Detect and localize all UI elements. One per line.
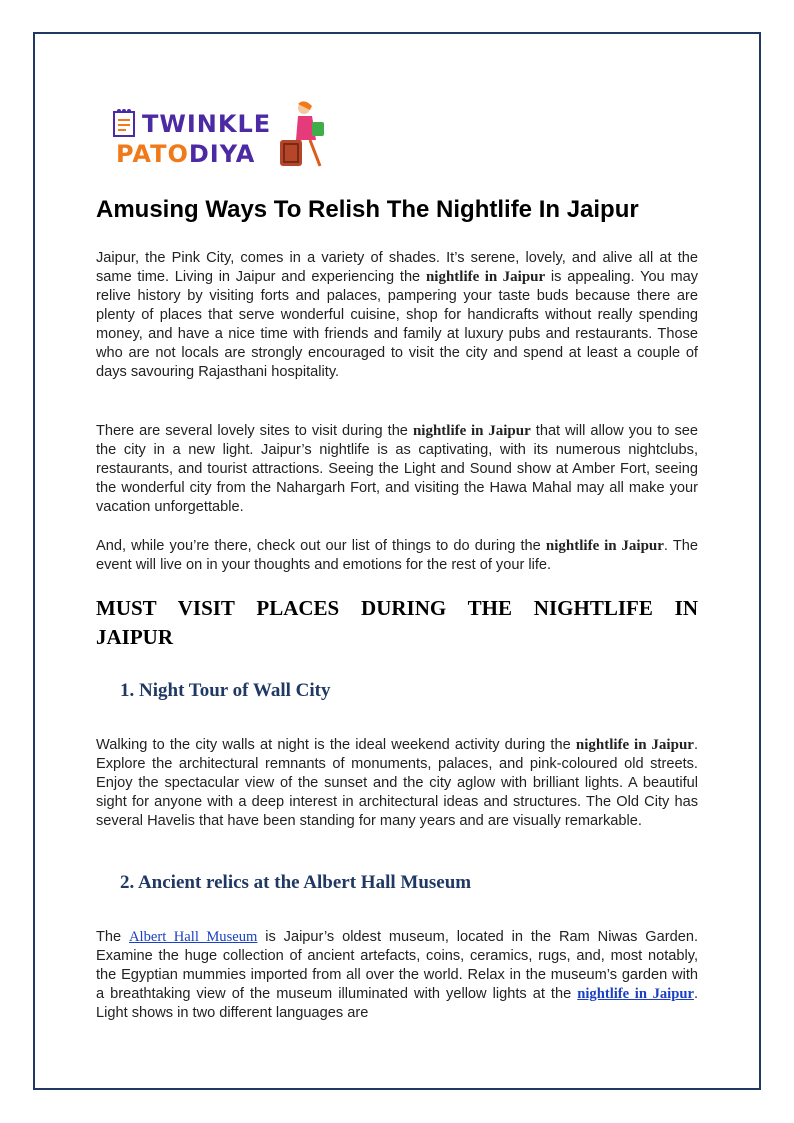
- logo-text-bottom-a: PATO: [116, 140, 189, 168]
- item2-text-c: . Light shows in two different languages are: [96, 986, 698, 1021]
- traveler-figure-icon: [276, 100, 332, 172]
- item2-text-a: The: [96, 929, 130, 945]
- intro-p2-text-a: There are several lovely sites to visit during the: [96, 423, 413, 439]
- intro-p1-text-a: Jaipur, the Pink City, comes in a variety of shades. It’s serene, lovely, and alive all at the same time. Living in Jaipur and experiencing the: [96, 250, 698, 285]
- intro-p3-text-a: And, while you’re there, check out our list of things to do during the: [96, 538, 546, 554]
- keyword-nightlife-in-jaipur: nightlife in Jaipur: [412, 423, 531, 439]
- intro-paragraph-2: [96, 422, 698, 517]
- nightlife-in-jaipur-link[interactable]: nightlife in Jaipur: [577, 986, 694, 1002]
- item2-text-b: is Jaipur’s oldest museum, located in the Ram Niwas Garden. Examine the huge collection of ancient artefacts, coins, ceramics, rugs, and, most notably, the Egyptian mummies imported from all over the world. Relax in the museum’s garden with a breathtaking view of the museum illuminated with yellow lights at the: [96, 929, 699, 1002]
- item-heading-night-tour: 1. Night Tour of Wall City: [120, 680, 331, 701]
- item-heading-albert-hall: 2. Ancient relics at the Albert Hall Museum: [120, 872, 472, 893]
- keyword-nightlife-in-jaipur: nightlife in Jaipur: [545, 538, 664, 554]
- keyword-nightlife-in-jaipur: nightlife in Jaipur: [425, 269, 546, 285]
- intro-paragraph-1: [96, 249, 698, 382]
- page-title: Amusing Ways To Relish The Nightlife In Jaipur: [96, 196, 639, 223]
- notepad-icon: [112, 108, 138, 138]
- item-paragraph-night-tour: [96, 736, 698, 831]
- item1-text-b: . Explore the architectural remnants of monuments, palaces, and pink-coloured old streets. Enjoy the spectacular view of the sunset and the city aglow with brilliant lights. A beautiful sight for anyone with a deep interest in architectural ideas and structures. The Old City has several Havelis that have been standing for many years and are visually remarkable.: [96, 737, 699, 829]
- logo-text-bottom: [116, 140, 255, 168]
- intro-paragraph-3: [96, 537, 698, 575]
- item1-text-a: Walking to the city walls at night is the ideal weekend activity during the: [96, 737, 576, 753]
- logo-text-top: TWINKLE: [142, 110, 272, 138]
- logo-text-bottom-b: DIYA: [188, 140, 256, 168]
- intro-p1-text-b: is appealing. You may relive history by visiting forts and palaces, pampering your taste buds because there are plenty of places that serve wonderful cuisine, shop for handicrafts without really spending money, and have a nice time with friends and family at luxury pubs and restaurants. Those who are not locals are strongly encouraged to visit the city and spend at least a couple of days savouring Rajasthani hospitality.: [96, 269, 699, 380]
- section-heading: MUST VISIT PLACES DURING THE NIGHTLIFE IN JAIPUR: [96, 596, 698, 649]
- logo: [112, 100, 342, 172]
- intro-p2-text-b: that will allow you to see the city in a new light. Jaipur’s nightlife is as captivating, with its numerous nightclubs, restaurants, and tourist attractions. Seeing the Light and Sound show at Amber Fort, seeing the wonderful city from the Nahargarh Fort, and visiting the Hawa Mahal may all make your vacation unforgettable.: [96, 423, 698, 515]
- albert-hall-museum-link[interactable]: Albert Hall Museum: [129, 929, 258, 945]
- item-paragraph-albert-hall: [96, 928, 698, 1023]
- keyword-nightlife-in-jaipur: nightlife in Jaipur: [575, 737, 694, 753]
- intro-p3-text-b: . The event will live on in your thoughts and emotions for the rest of your life.: [96, 538, 698, 573]
